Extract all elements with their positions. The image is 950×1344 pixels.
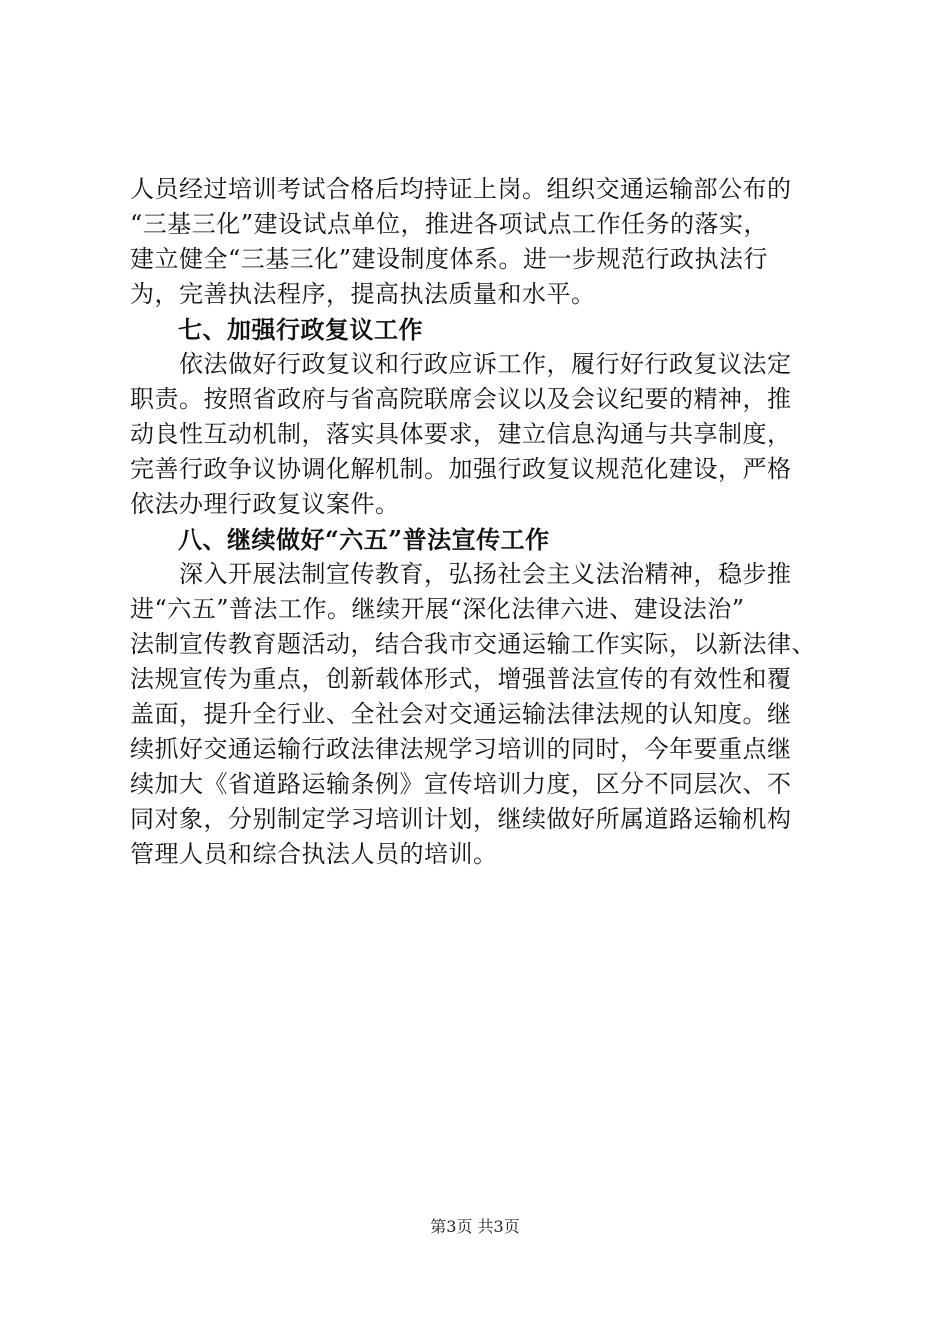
paragraph-line: 法制宣传教育题活动，结合我市交通运输工作实际，以新法律、 [130,630,816,658]
paragraph-line: 同对象，分别制定学习培训计划，继续做好所属道路运输机构 [130,805,792,833]
document-body [130,172,830,872]
paragraph-line: 为，完善执法程序，提高执法质量和水平。 [130,280,596,308]
section-heading: 八、继续做好“六五”普法宣传工作 [178,525,550,554]
paragraph-line: 续抓好交通运输行政法律法规学习培训的同时，今年要重点继 [130,735,792,763]
paragraph-line: 人员经过培训考试合格后均持证上岗。组织交通运输部公布的 [130,175,792,203]
page-footer: 第3页 共3页 [430,1217,520,1236]
paragraph-line: 依法做好行政复议和行政应诉工作，履行好行政复议法定 [130,350,792,378]
paragraph-line: 盖面，提升全行业、全社会对交通运输法律法规的认知度。继 [130,700,792,728]
paragraph-line: “三基三化”建设试点单位，推进各项试点工作任务的落实， [130,210,769,238]
paragraph-line: 依法办理行政复议案件。 [130,490,400,518]
paragraph-line: 法规宣传为重点，创新载体形式，增强普法宣传的有效性和覆 [130,665,792,693]
paragraph-line: 建立健全“三基三化”建设制度体系。进一步规范行政执法行 [130,245,769,273]
paragraph-line: 完善行政争议协调化解机制。加强行政复议规范化建设，严格 [130,455,792,483]
paragraph-line: 管理人员和综合执法人员的培训。 [130,840,498,868]
paragraph-line: 续加大《省道路运输条例》宣传培训力度，区分不同层次、不 [130,770,792,798]
paragraph-line: 深入开展法制宣传教育，弘扬社会主义法治精神，稳步推 [130,560,792,588]
paragraph-line: 职责。按照省政府与省高院联席会议以及会议纪要的精神，推 [130,385,792,413]
paragraph-line: 动良性互动机制，落实具体要求，建立信息沟通与共享制度， [130,420,792,448]
paragraph-line: 进“六五”普法工作。继续开展“深化法律六进、建设法治” [130,595,745,623]
section-heading: 七、加强行政复议工作 [178,315,423,344]
